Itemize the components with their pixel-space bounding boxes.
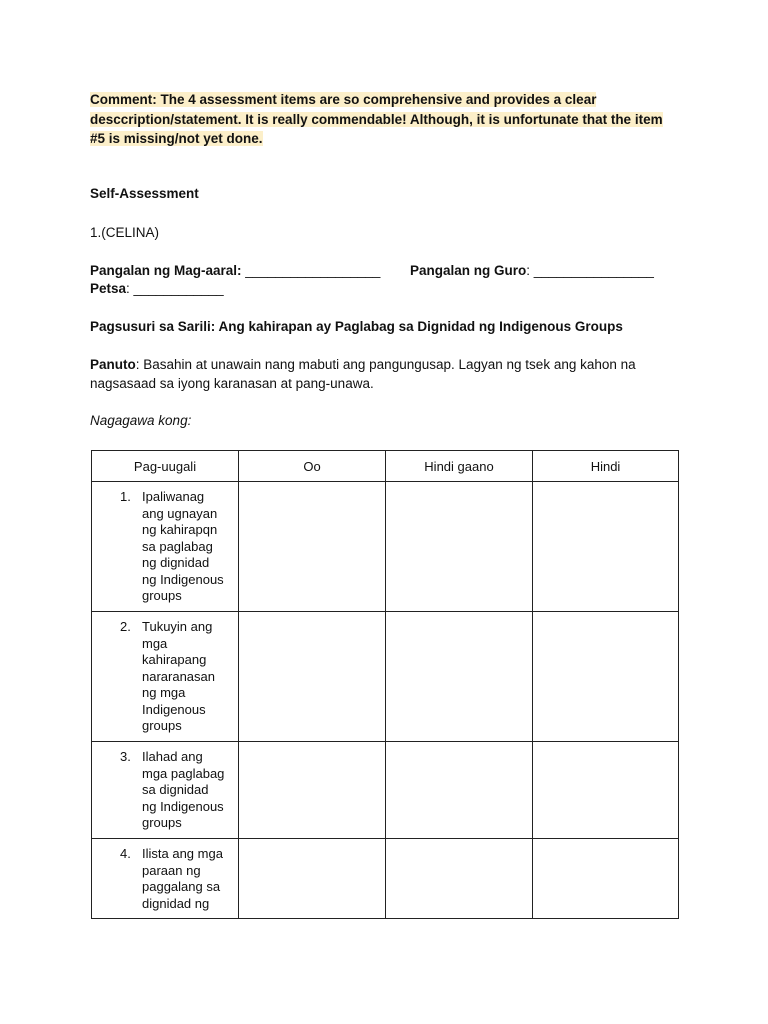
checkbox-cell-yes[interactable] [239, 839, 386, 919]
checkbox-cell-no[interactable] [533, 612, 679, 742]
checkbox-cell-not-much[interactable] [386, 742, 533, 839]
checkbox-cell-not-much[interactable] [386, 482, 533, 612]
teacher-name-field[interactable] [410, 262, 654, 280]
lead-in-text: Nagagawa kong: [90, 413, 192, 428]
checkbox-cell-yes[interactable] [239, 482, 386, 612]
item-text: Tukuyin ang mga kahirapang nararanasan ng mga Indigenous groups [142, 619, 215, 733]
checkbox-cell-no[interactable] [533, 742, 679, 839]
student-name-label: Pangalan ng Mag-aaral: [90, 263, 242, 278]
item-number: 1. [120, 489, 131, 504]
table-row [92, 482, 679, 612]
comment-line-1: Comment: The 4 assessment items are so comprehensive and provides a clear [90, 92, 597, 107]
instructions [90, 355, 680, 393]
assessment-table [91, 450, 679, 919]
instructions-label: Panuto [90, 357, 136, 372]
student-name-blank: __________________ [241, 263, 381, 278]
behavior-cell [92, 839, 239, 919]
comment-line-2: desccription/statement. It is really commendable! Although, it is unfortunate that the item [90, 111, 663, 127]
checkbox-cell-not-much[interactable] [386, 839, 533, 919]
table-row [92, 839, 679, 919]
item-number: 2. [120, 619, 131, 634]
teacher-name-blank: : ________________ [526, 263, 654, 278]
behavior-cell [92, 612, 239, 742]
item-number: 3. [120, 749, 131, 764]
checkbox-cell-yes[interactable] [239, 612, 386, 742]
item-text: Ipaliwanag ang ugnayan ng kahirapqn sa paglabag ng dignidad ng Indigenous groups [142, 489, 224, 603]
date-field[interactable] [90, 280, 224, 298]
behavior-cell [92, 482, 239, 612]
student-name-field[interactable] [90, 263, 380, 278]
behavior-cell [92, 742, 239, 839]
checkbox-cell-yes[interactable] [239, 742, 386, 839]
teacher-name-label: Pangalan ng Guro [410, 263, 527, 278]
assessment-subtitle: Pagsusuri sa Sarili: Ang kahirapan ay Paglabag sa Dignidad ng Indigenous Groups [90, 319, 623, 334]
header-not-much: Hindi gaano [386, 451, 533, 482]
comment-line-3: #5 is missing/not yet done. [90, 131, 263, 146]
item-text: Ilahad ang mga paglabag sa dignidad ng Indigenous groups [142, 749, 225, 830]
item-number: 4. [120, 846, 131, 861]
name-fields [90, 262, 680, 296]
table-header-row [92, 451, 679, 482]
item-text: Ilista ang mga paraan ng paggalang sa dignidad ng [142, 846, 223, 911]
review-comment [90, 90, 680, 149]
checkbox-cell-no[interactable] [533, 482, 679, 612]
document-page [90, 90, 680, 428]
checkbox-cell-not-much[interactable] [386, 612, 533, 742]
header-no: Hindi [533, 451, 679, 482]
instructions-text: : Basahin at unawain nang mabuti ang pangungusap. Lagyan ng tsek ang kahon na nagsasaad sa iyong karanasan at pang-unawa. [90, 357, 636, 391]
section-title: Self-Assessment [90, 186, 199, 201]
header-yes: Oo [239, 451, 386, 482]
date-blank: : ____________ [126, 281, 224, 296]
table-row [92, 742, 679, 839]
header-behavior: Pag-uugali [92, 451, 239, 482]
student-number: 1.(CELINA) [90, 225, 160, 240]
date-label: Petsa [90, 281, 127, 296]
checkbox-cell-no[interactable] [533, 839, 679, 919]
table-row [92, 612, 679, 742]
